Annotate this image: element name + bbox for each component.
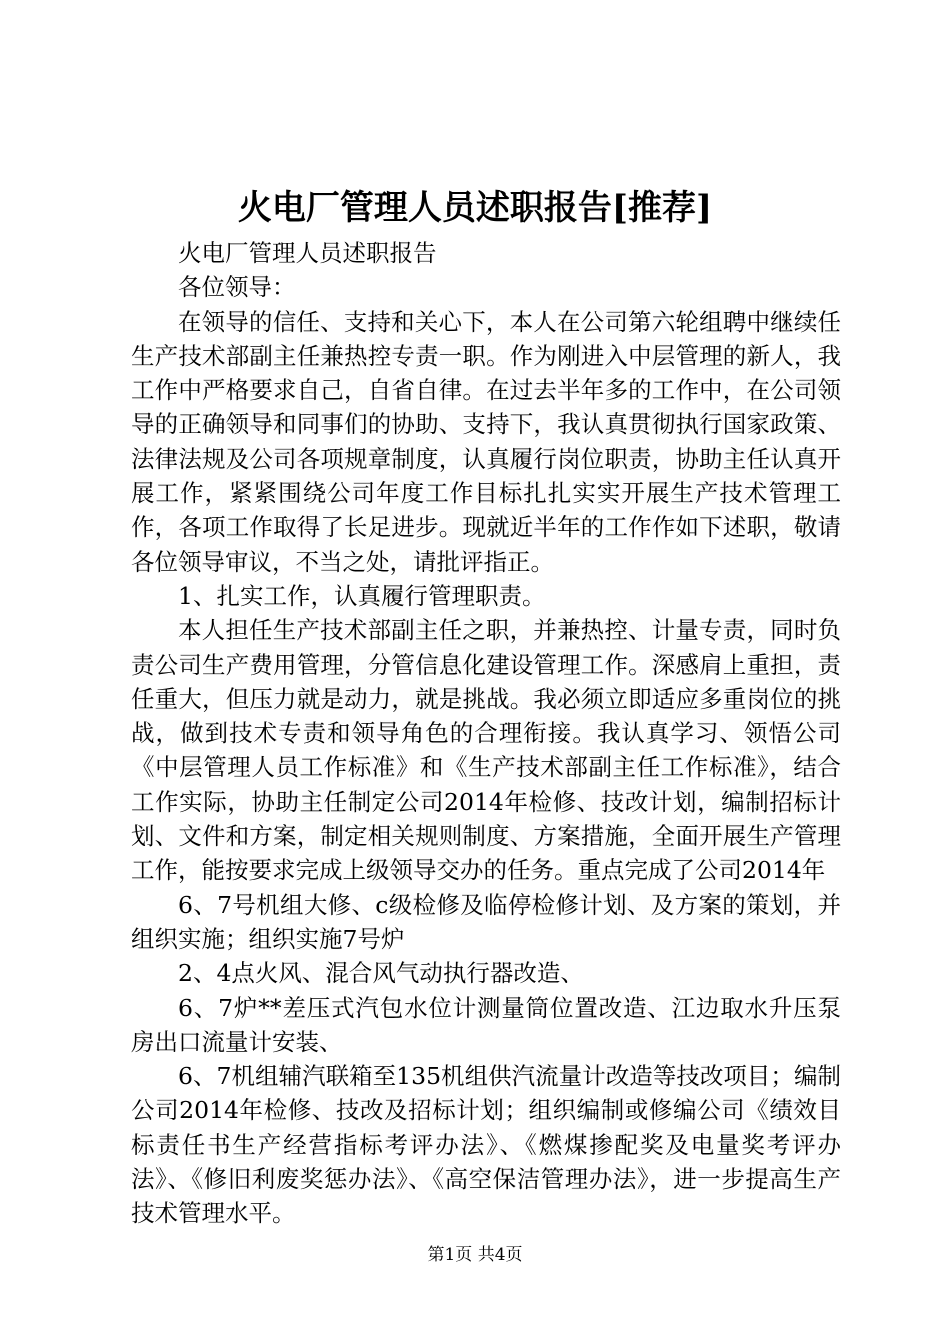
body-paragraph: 6、7炉**差压式汽包水位计测量筒位置改造、江边取水升压泵房出口流量计安装、 [131,993,841,1056]
body-paragraph: 在领导的信任、支持和关心下，本人在公司第六轮组聘中继续任生产技术部副主任兼热控专责一职。作为刚进入中层管理的新人，我工作中严格要求自己，自省自律。在过去半年多的工作中，在公司领导的正确领导和同事们的协助、支持下，我认真贯彻执行国家政策、法律法规及公司各项规章制度，认真履行岗位职责，协助主任认真开展工作，紧紧围绕公司年度工作目标扎扎实实开展生产技术管理工作，各项工作取得了长足进步。现就近半年的工作作如下述职，敬请各位领导审议，不当之处，请批评指正。 [131,307,841,576]
page-footer: 第1页 共4页 [427,1245,523,1265]
body-paragraph: 6、7机组辅汽联箱至135机组供汽流量计改造等技改项目；编制公司2014年检修、技改及招标计划；组织编制或修编公司《绩效目标责任书生产经营指标考评办法》、《燃煤掺配奖及电量奖考评办法》、《修旧利废奖惩办法》、《高空保洁管理办法》，进一步提高生产技术管理水平。 [131,1062,841,1228]
document-title: 火电厂管理人员述职报告[推荐] [237,188,713,228]
subtitle-paragraph: 火电厂管理人员述职报告 [178,239,437,267]
body-paragraph: 本人担任生产技术部副主任之职，并兼热控、计量专责，同时负责公司生产费用管理，分管信息化建设管理工作。深感肩上重担，责任重大，但压力就是动力，就是挑战。我必须立即适应多重岗位的挑战，做到技术专责和领导角色的合理衔接。我认真学习、领悟公司《中层管理人员工作标准》和《生产技术部副主任工作标准》，结合工作实际，协助主任制定公司2014年检修、技改计划，编制招标计划、文件和方案，制定相关规则制度、方案措施，全面开展生产管理工作，能按要求完成上级领导交办的任务。重点完成了公司2014年 [131,616,841,885]
body-paragraph: 2、4点火风、混合风气动执行器改造、 [178,959,584,988]
salutation-paragraph: 各位领导： [178,273,296,302]
body-paragraph: 6、7号机组大修、c级检修及临停检修计划、及方案的策划，并组织实施；组织实施7号炉 [131,890,841,953]
document-body [131,236,841,1231]
section-heading: 1、扎实工作，认真履行管理职责。 [178,581,546,610]
